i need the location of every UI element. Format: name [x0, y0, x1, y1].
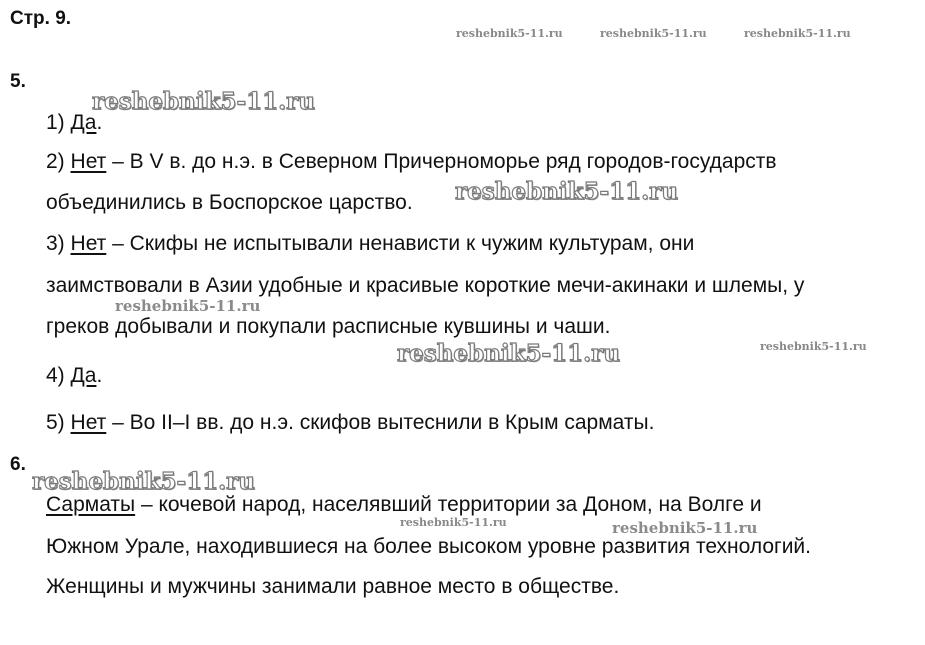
answer-line: [46, 232, 694, 256]
answer-text: .: [96, 364, 103, 387]
answer-line-continued: объединились в Боспорское царство.: [46, 191, 413, 214]
answer-text: – В V в. до н.э. в Северном Причерноморье ряд городов-государств: [106, 150, 777, 173]
definition-line: [46, 493, 762, 517]
watermark: reshebnik5-11.ru: [92, 88, 315, 115]
answer-word: Да: [70, 111, 97, 134]
item-number: 4): [46, 364, 65, 387]
watermark: reshebnik5-11.ru: [397, 340, 620, 367]
definition-line-continued: Женщины и мужчины занимали равное место в обществе.: [46, 575, 620, 598]
task-number: 6.: [10, 454, 26, 475]
watermark: reshebnik5-11.ru: [600, 27, 707, 40]
watermark: reshebnik5-11.ru: [455, 178, 678, 205]
definition-text: – кочевой народ, населявший территории за Доном, на Волге и: [135, 493, 762, 516]
answer-line-continued: заимствовали в Азии удобные и красивые короткие мечи-акинаки и шлемы, у: [46, 274, 805, 297]
answer-line: [46, 364, 102, 388]
watermark: reshebnik5-11.ru: [32, 468, 255, 495]
answer-line-continued: греков добывали и покупали расписные кувшины и чаши.: [46, 315, 611, 338]
page-title: Стр. 9.: [10, 8, 72, 29]
term-word: Сарматы: [46, 493, 136, 516]
item-number: 1): [46, 111, 65, 134]
answer-text: – Скифы не испытывали ненависти к чужим культурам, они: [106, 232, 695, 255]
answer-line: [46, 111, 102, 135]
answer-word: Нет: [70, 150, 107, 173]
answer-line: [46, 411, 654, 435]
answer-line: [46, 150, 777, 174]
watermark: reshebnik5-11.ru: [115, 297, 261, 315]
watermark: reshebnik5-11.ru: [744, 27, 851, 40]
watermark: reshebnik5-11.ru: [760, 340, 867, 353]
item-number: 2): [46, 150, 65, 173]
answer-word: Нет: [70, 232, 107, 255]
item-number: 3): [46, 232, 65, 255]
answer-word: Да: [70, 364, 97, 387]
watermark: reshebnik5-11.ru: [400, 516, 507, 529]
answer-text: – Во II–I вв. до н.э. скифов вытеснили в Крым сарматы.: [106, 411, 655, 434]
watermark: reshebnik5-11.ru: [456, 27, 563, 40]
answer-text: .: [96, 111, 103, 134]
definition-line-continued: Южном Урале, находившиеся на более высоком уровне развития технологий.: [46, 535, 811, 558]
item-number: 5): [46, 411, 65, 434]
answer-word: Нет: [70, 411, 107, 434]
watermark: reshebnik5-11.ru: [612, 519, 758, 537]
task-number: 5.: [10, 71, 26, 92]
